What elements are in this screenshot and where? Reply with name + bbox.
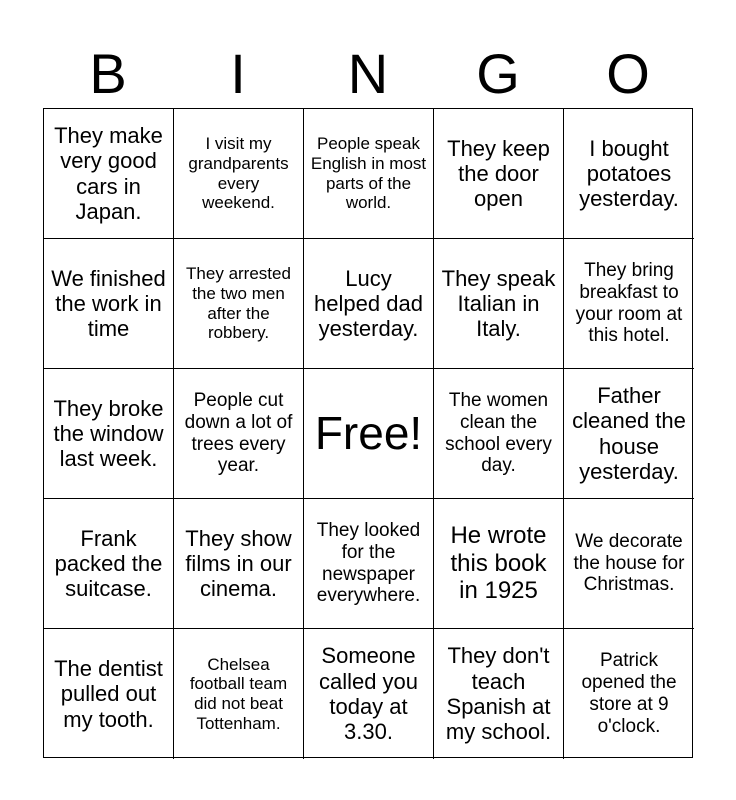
bingo-cell[interactable]: Someone called you today at 3.30. <box>304 629 434 759</box>
bingo-cell[interactable]: He wrote this book in 1925 <box>434 499 564 629</box>
bingo-cell[interactable]: They looked for the newspaper everywhere. <box>304 499 434 629</box>
bingo-cell[interactable]: We decorate the house for Christmas. <box>564 499 694 629</box>
bingo-cell[interactable]: They show films in our cinema. <box>174 499 304 629</box>
bingo-cell[interactable]: The women clean the school every day. <box>434 369 564 499</box>
bingo-cell[interactable]: Lucy helped dad yesterday. <box>304 239 434 369</box>
bingo-cell[interactable]: They make very good cars in Japan. <box>44 109 174 239</box>
bingo-cell[interactable]: They arrested the two men after the robbery. <box>174 239 304 369</box>
bingo-board <box>43 108 693 758</box>
bingo-cell[interactable]: They keep the door open <box>434 109 564 239</box>
bingo-cell[interactable]: They broke the window last week. <box>44 369 174 499</box>
bingo-cell[interactable]: Frank packed the suitcase. <box>44 499 174 629</box>
free-space[interactable]: Free! <box>304 369 434 499</box>
bingo-cell[interactable]: They don't teach Spanish at my school. <box>434 629 564 759</box>
header-letter-b: B <box>89 42 127 105</box>
header-letter-n: N <box>347 42 389 105</box>
header-letter-o: O <box>606 42 650 105</box>
bingo-header <box>43 40 693 108</box>
bingo-cell[interactable]: Patrick opened the store at 9 o'clock. <box>581 650 677 737</box>
bingo-cell[interactable]: We finished the work in time <box>44 239 174 369</box>
header-letter-g: G <box>476 42 520 105</box>
bingo-cell[interactable]: They speak Italian in Italy. <box>434 239 564 369</box>
bingo-cell[interactable]: Chelsea football team did not beat Tottenham. <box>174 629 304 759</box>
bingo-cell[interactable]: I bought potatoes yesterday. <box>564 109 694 239</box>
header-letter-i: I <box>230 42 246 105</box>
bingo-cell[interactable]: They bring breakfast to your room at this hotel. <box>564 239 694 369</box>
bingo-cell[interactable]: I visit my grandparents every weekend. <box>174 109 304 239</box>
bingo-cell[interactable]: The dentist pulled out my tooth. <box>44 629 174 759</box>
bingo-cell[interactable]: People cut down a lot of trees every year. <box>174 369 304 499</box>
bingo-cell[interactable]: Father cleaned the house yesterday. <box>564 369 694 499</box>
bingo-cell[interactable]: People speak English in most parts of the world. <box>304 109 434 239</box>
